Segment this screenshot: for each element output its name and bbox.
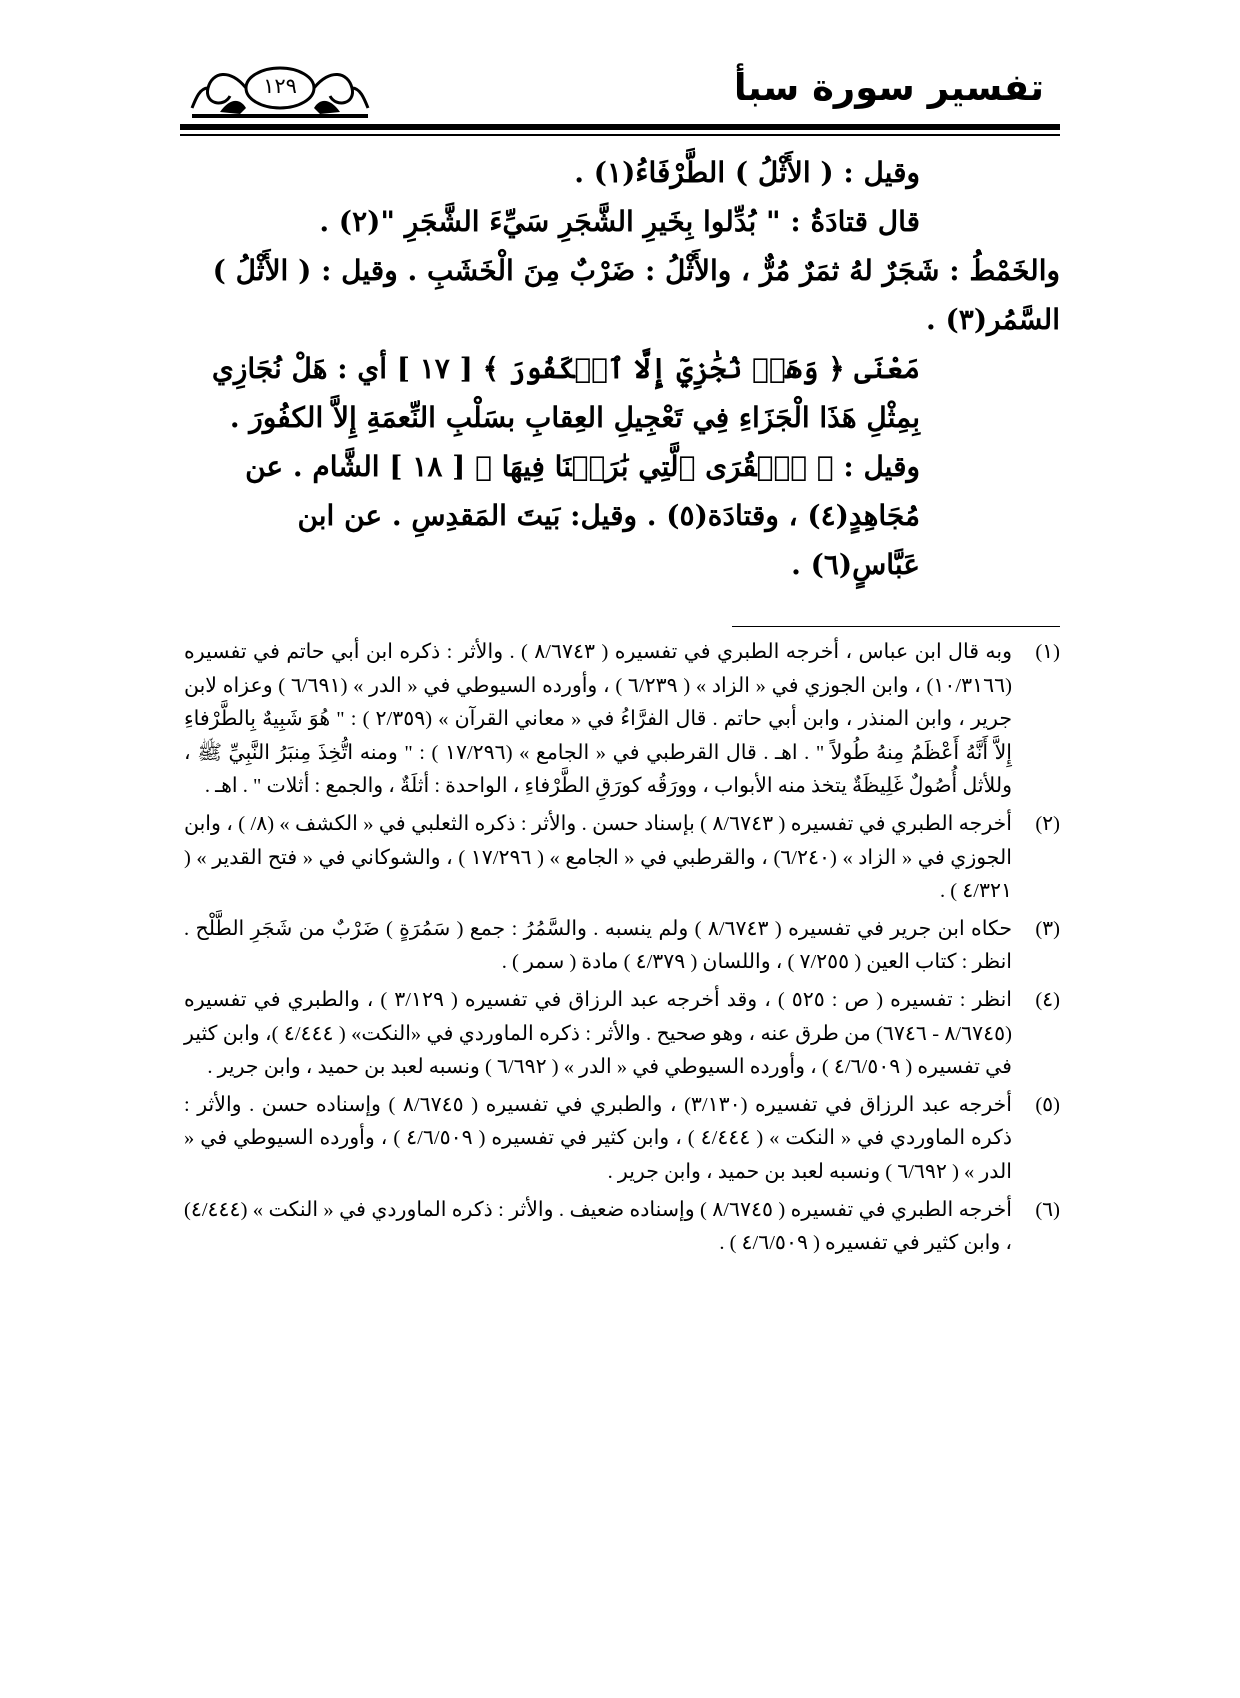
footnote-text: أخرجه الطبري في تفسيره ( ٨/٦٧٤٣ ) بإسناد حسن . والأثر : ذكره الثعلبي في « الكشف » (٨/ ) ، وابن الجوزي في « الزاد » (٦/٢٤٠) ، والقرطبي في « الجامع » ( ١٧/٢٩٦ ) ، والشوكاني في « فتح القدير » ( ٤/٣٢١ ) .	[184, 812, 1013, 903]
footnote-text: حكاه ابن جرير في تفسيره ( ٨/٦٧٤٣ ) ولم ينسبه . والسَّمُرُ : جمع ( سَمُرَةٍ ) ضَرْبٌ من شَجَرِ الطَّلْح . انظر : كتاب العين ( ٧/٢٥٥ ) ، واللسان ( ٤/٣٧٩ ) مادة ( سمر ) .	[184, 917, 1012, 974]
body-paragraph-3: والخَمْطُ : شَجَرٌ لهُ ثمَرٌ مُرٌّ ، والأَثْلُ : ضَرْبٌ مِنَ الْخَشَبِ . وقيل : ( الأَثْلُ ) السَّمُر(٣) .	[212, 254, 1060, 336]
footnote-number: (٥)	[1035, 1093, 1060, 1116]
footnote-number: (٦)	[1035, 1198, 1060, 1221]
footnote-4	[184, 984, 1060, 1085]
body-line-2: قال قتادَةُ : " بُدِّلوا بِخَيرِ الشَّجَرِ سَيِّءَ الشَّجَرِ "(٢) .	[319, 205, 920, 238]
footnote-1	[184, 636, 1060, 804]
header-rule-thick	[180, 124, 1060, 130]
footnotes	[184, 636, 1060, 1265]
footnote-number: (٤)	[1035, 988, 1060, 1011]
body-line-1: وقيل : ( الأَثْلُ ) الطَّرْفَاءُ(١) .	[574, 156, 920, 189]
body-paragraph-4: مَعْنَى ﴿ وَهَلۡ نُجَٰزِيٓ إِلَّا ٱلۡكَفُورَ ﴾ [ ١٧ ] أي : هَلْ نُجَازِي بِمِثْلِ هَذَا الْجَزَاءِ فِي تَعْجِيلِ العِقابِ بسَلْبِ النِّعمَةِ إِلاَّ الكفُورَ .	[211, 352, 920, 434]
main-text	[184, 148, 1060, 589]
footnote-text: أخرجه عبد الرزاق في تفسيره (٣/١٣٠) ، والطبري في تفسيره ( ٨/٦٧٤٥ ) وإسناده حسن . والأثر : ذكره الماوردي في « النكت » ( ٤/٤٤٤ ) ، وابن كثير في تفسيره ( ٤/٦/٥٠٩ ) ، وأورده السيوطي في « الدر » ( ٦/٦٩٢ ) ونسبه لعبد بن حميد ، وابن جرير .	[184, 1093, 1012, 1183]
header-rule-thin	[180, 134, 1060, 136]
footnote-6	[184, 1194, 1060, 1261]
footnote-number: (١)	[1035, 641, 1060, 663]
footnote-separator	[732, 626, 1060, 627]
footnote-2	[184, 808, 1060, 909]
footnote-text: وبه قال ابن عباس ، أخرجه الطبري في تفسيره ( ٨/٦٧٤٣ ) . والأثر : ذكره ابن أبي حاتم في تفسيره (١٠/٣١٦٦) ، وابن الجوزي في « الزاد » ( ٦/٢٣٩ ) ، وأورده السيوطي في « الدر » (٦/٦٩١ ) وعزاه لابن جرير ، وابن المنذر ، وابن أبي حاتم . قال الفرَّاءُ في « معاني القرآن » (٢/٣٥٩ ) : " هُوَ شَبِيهٌ بِالطَّرْفاءِ إِلاَّ أَنَّهُ أَعْظَمُ مِنهُ طُولاً " . اهـ . قال القرطبي في « الجامع » (١٧/٢٩٦ ) : " ومنه اتُّخِذَ مِنبَرُ النَّبِيِّ ﷺ ، وللأثل أُصُولٌ غَلِيظَةٌ يتخذ منه الأبواب ، وورَقُه كورَقِ الطَّرْفاءِ ، الواحدة : أثلَةٌ ، والجمع : أثلات " . اهـ .	[184, 641, 1012, 798]
body-paragraph-5: وقيل : ﴿ ٱلۡقُرَى ٱلَّتِي بَٰرَكۡنَا فِيهَا ﴾ [ ١٨ ] الشَّام . عن مُجَاهِدٍ(٤) ، وقتادَة(٥) . وقيل: بَيتَ المَقدِسِ . عن ابن عَبَّاسٍ(٦) .	[245, 450, 920, 581]
footnote-text: انظر : تفسيره ( ص : ٥٢٥ ) ، وقد أخرجه عبد الرزاق في تفسيره ( ٣/١٢٩ ) ، والطبري في تفسيره (٨/٦٧٤٥ - ٦٧٤٦) من طرق عنه ، وهو صحيح . والأثر : ذكره الماوردي في «النكت» ( ٤/٤٤٤ )، وابن كثير في تفسيره ( ٤/٦/٥٠٩ ) ، وأورده السيوطي في « الدر » ( ٦/٦٩٢ ) ونسبه لعبد بن حميد ، وابن جرير .	[184, 988, 1012, 1079]
footnote-number: (٣)	[1035, 917, 1060, 940]
footnote-text: أخرجه الطبري في تفسيره ( ٨/٦٧٤٥ ) وإسناده ضعيف . والأثر : ذكره الماوردي في « النكت » (٤/٤٤٤) ، وابن كثير في تفسيره ( ٤/٦/٥٠٩ ) .	[184, 1198, 1012, 1255]
page-number: ١٢٩	[263, 74, 297, 98]
footnote-5	[184, 1089, 1060, 1190]
running-title: تفسير سورة سبأ	[733, 66, 1044, 109]
footnote-number: (٢)	[1035, 812, 1060, 835]
footnote-3	[184, 913, 1060, 980]
